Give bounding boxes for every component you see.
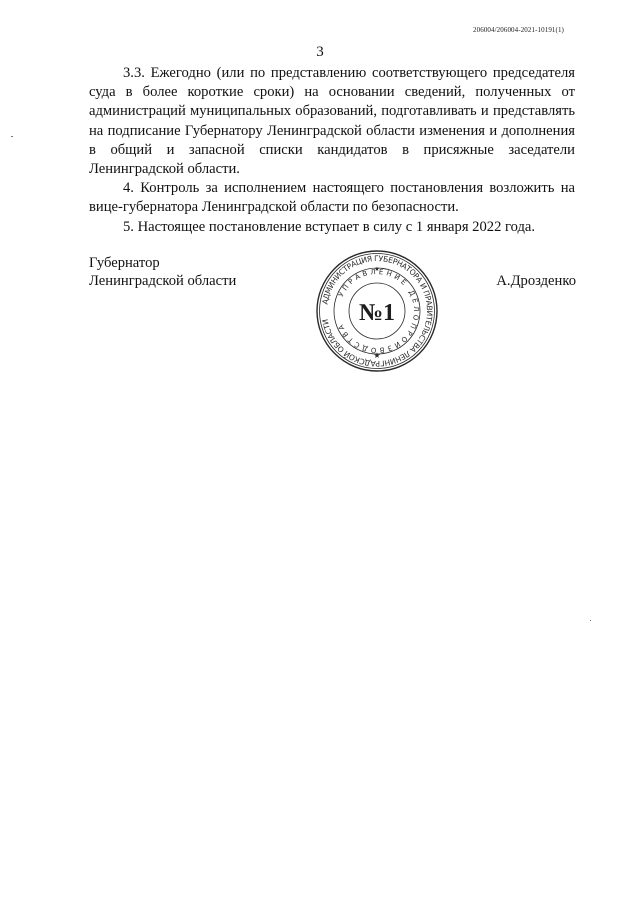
paragraph-4: 4. Контроль за исполнением настоящего постановления возложить на вице-губернатора Ленинградской области по безопасности. <box>89 180 575 216</box>
stamp-graphic <box>315 249 439 373</box>
signer-name: А.Дрозденко <box>496 273 576 289</box>
scan-speck <box>11 136 13 137</box>
signer-title-line1: Губернатор <box>89 255 160 271</box>
star-icon: ★ <box>373 351 381 360</box>
document-body <box>89 64 575 237</box>
signer-title-line2: Ленинградской области <box>89 273 237 289</box>
page-number: 3 <box>316 44 324 60</box>
star-small-icon: ★ <box>374 266 380 273</box>
official-stamp <box>315 249 439 373</box>
paragraph-3-3: 3.3. Ежегодно (или по представлению соответствующего председателя суда в более короткие сроки) на основании сведений, полученных от администраций муниципальных образований, подготавливать и представлять на подписание Губернатору Ленинградской области изменения и дополнения в общий и запасной списки кандидатов в присяжные заседатели Ленинградской области. <box>89 65 575 178</box>
stamp-number: №1 <box>358 300 396 326</box>
paragraph-5: 5. Настоящее постановление вступает в силу с 1 января 2022 года. <box>123 218 536 235</box>
stamp-outer-text: АДМИНИСТРАЦИЯ ГУБЕРНАТОРА И ПРАВИТЕЛЬСТВА ЛЕНИНГРАДСКОЙ ОБЛАСТИ <box>320 253 435 369</box>
document-id: 206004/206004-2021-10191(1) <box>473 26 564 34</box>
stamp-inner-text: УПРАВЛЕНИЕ ДЕЛОПРОИЗВОДСТВА <box>336 267 421 355</box>
signer-title <box>89 254 236 290</box>
scan-speck <box>590 620 591 621</box>
